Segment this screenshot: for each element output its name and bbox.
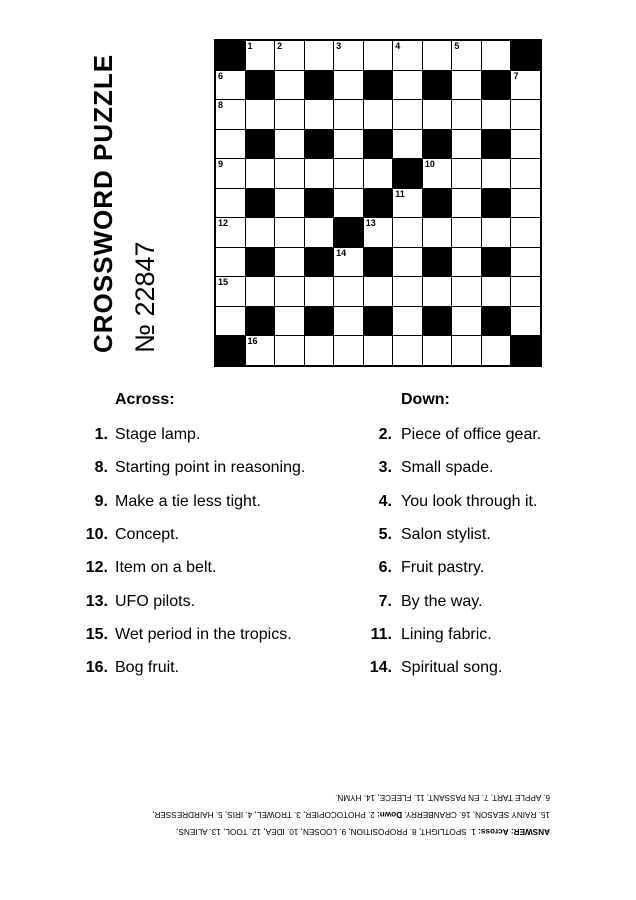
- answer-down-label: Down:: [377, 810, 403, 819]
- grid-cell[interactable]: [393, 248, 422, 277]
- grid-cell[interactable]: [482, 336, 511, 365]
- grid-cell[interactable]: [393, 218, 422, 247]
- answer-text: 1. SPOTLIGHT, 8. PROPOSITION, 9. LOOSEN, 10. IDEA, 12. TOOL, 13. ALIENS,: [176, 827, 476, 836]
- clue-number: 14.: [369, 659, 392, 677]
- clue-text: Starting point in reasoning.: [115, 459, 306, 477]
- grid-cell[interactable]: [334, 277, 363, 306]
- clue-text: Make a tie less tight.: [115, 492, 261, 510]
- grid-cell[interactable]: [452, 248, 481, 277]
- grid-cell-black: [364, 189, 393, 218]
- grid-cell[interactable]: [246, 277, 275, 306]
- grid-cell[interactable]: [452, 100, 481, 129]
- grid-cell[interactable]: [246, 159, 275, 188]
- grid-cell-black: [246, 307, 275, 336]
- grid-cell[interactable]: [452, 41, 481, 70]
- grid-cell[interactable]: [334, 248, 363, 277]
- grid-cell-black: [305, 189, 334, 218]
- cell-number: 15: [218, 277, 229, 288]
- grid-cell[interactable]: [334, 130, 363, 159]
- clue-text: You look through it.: [401, 492, 538, 510]
- grid-cell[interactable]: [393, 277, 422, 306]
- grid-cell[interactable]: [452, 130, 481, 159]
- grid-cell[interactable]: [305, 159, 334, 188]
- clue-text: Spiritual song.: [401, 659, 503, 677]
- across-heading: Across:: [115, 391, 175, 408]
- grid-cell[interactable]: [216, 307, 245, 336]
- grid-cell-black: [305, 307, 334, 336]
- grid-cell-black: [364, 71, 393, 100]
- grid-cell-black: [482, 248, 511, 277]
- grid-cell[interactable]: [393, 336, 422, 365]
- grid-cell[interactable]: [364, 100, 393, 129]
- down-heading: Down:: [401, 391, 450, 408]
- grid-cell[interactable]: [511, 100, 540, 129]
- grid-cell[interactable]: [305, 41, 334, 70]
- grid-cell-black: [305, 248, 334, 277]
- grid-cell-black: [423, 71, 452, 100]
- grid-cell-black: [511, 336, 540, 365]
- answer-text: 6. APPLE TART, 7. EN PASSANT, 11. FLEECE, 14. HYMN.: [335, 793, 550, 802]
- grid-cell[interactable]: [482, 277, 511, 306]
- grid-cell[interactable]: [482, 41, 511, 70]
- clue-number: 8.: [94, 459, 108, 477]
- grid-cell[interactable]: [423, 100, 452, 129]
- clue-text: Wet period in the tropics.: [115, 625, 292, 643]
- grid-cell[interactable]: [393, 71, 422, 100]
- grid-cell[interactable]: [364, 159, 393, 188]
- grid-cell[interactable]: [393, 130, 422, 159]
- grid-cell[interactable]: [511, 218, 540, 247]
- cell-number: 7: [513, 70, 519, 81]
- clue-text: Small spade.: [401, 459, 494, 477]
- clue-text: Concept.: [115, 525, 180, 543]
- grid-cell[interactable]: [423, 41, 452, 70]
- cell-number: 10: [424, 159, 435, 170]
- grid-cell-black: [423, 189, 452, 218]
- grid-cell[interactable]: [511, 277, 540, 306]
- grid-cell[interactable]: [216, 189, 245, 218]
- grid-cell-black: [246, 189, 275, 218]
- grid-cell[interactable]: [275, 277, 304, 306]
- cell-number: 2: [277, 41, 283, 51]
- cell-number: 4: [395, 41, 401, 51]
- grid-cell[interactable]: [364, 41, 393, 70]
- clue-text: Lining fabric.: [401, 625, 492, 643]
- grid-cell[interactable]: [275, 159, 304, 188]
- clue-text: Fruit pastry.: [401, 559, 485, 577]
- grid-cell[interactable]: [452, 159, 481, 188]
- clue-number: 4.: [378, 492, 392, 510]
- grid-cell[interactable]: [452, 307, 481, 336]
- cell-number: 8: [218, 100, 224, 111]
- answer-text: 2. PHOTOCOPIER, 3. TROWEL, 4. IRIS, 5. HAIRDRESSER,: [152, 810, 375, 819]
- grid-cell[interactable]: [511, 248, 540, 277]
- grid-cell[interactable]: [364, 218, 393, 247]
- grid-cell-black: [305, 71, 334, 100]
- answer-line-3: [80, 789, 550, 806]
- clue-text: Item on a belt.: [115, 559, 217, 577]
- answer-line-1: [80, 823, 550, 840]
- grid-cell-black: [482, 189, 511, 218]
- answer-line-2: [80, 806, 550, 823]
- grid-cell[interactable]: [246, 336, 275, 365]
- cell-number: 16: [247, 336, 258, 347]
- grid-cell[interactable]: [482, 218, 511, 247]
- grid-cell[interactable]: [334, 159, 363, 188]
- clue-number: 7.: [378, 592, 392, 610]
- grid-cell-black: [305, 130, 334, 159]
- grid-cell[interactable]: [452, 218, 481, 247]
- grid-cell[interactable]: [216, 130, 245, 159]
- grid-cell-black: [423, 130, 452, 159]
- grid-cell-black: [246, 130, 275, 159]
- clue-number: 1.: [94, 426, 108, 443]
- clue-text: Salon stylist.: [401, 525, 491, 543]
- grid-cell-black: [423, 307, 452, 336]
- cell-number: 1: [247, 41, 253, 51]
- grid-cell[interactable]: [423, 159, 452, 188]
- grid-cell[interactable]: [334, 189, 363, 218]
- grid-cell-black: [482, 71, 511, 100]
- grid-cell[interactable]: [305, 100, 334, 129]
- clue-number: 10.: [85, 525, 108, 543]
- clue-text: By the way.: [401, 592, 483, 610]
- clue-text: Piece of office gear.: [401, 426, 542, 443]
- grid-cell[interactable]: [246, 218, 275, 247]
- grid-cell[interactable]: [482, 159, 511, 188]
- grid-cell-black: [423, 248, 452, 277]
- grid-cell[interactable]: [246, 100, 275, 129]
- clue-number: 11.: [370, 625, 392, 643]
- grid-cell-black: [393, 159, 422, 188]
- clue-number: 12.: [85, 559, 108, 577]
- puzzle-title: CROSSWORD PUZZLE: [88, 53, 118, 353]
- grid-cell[interactable]: [334, 71, 363, 100]
- grid-cell[interactable]: [423, 336, 452, 365]
- crossword-grid: [214, 39, 542, 367]
- grid-cell[interactable]: [275, 100, 304, 129]
- grid-cell[interactable]: [511, 71, 540, 100]
- grid-cell[interactable]: [305, 277, 334, 306]
- grid-cell[interactable]: [275, 71, 304, 100]
- cell-number: 14: [336, 247, 347, 258]
- grid-cell[interactable]: [275, 189, 304, 218]
- clue-number: 5.: [378, 525, 392, 543]
- grid-cell-black: [246, 248, 275, 277]
- grid-cell[interactable]: [511, 159, 540, 188]
- grid-cell[interactable]: [305, 336, 334, 365]
- answer-label: ANSWER:: [510, 827, 550, 836]
- grid-cell[interactable]: [423, 218, 452, 247]
- grid-cell[interactable]: [334, 100, 363, 129]
- grid-cell[interactable]: [275, 248, 304, 277]
- clue-number: 13.: [85, 592, 108, 610]
- cell-number: 12: [218, 218, 229, 229]
- answer-key: [80, 780, 550, 840]
- answer-across-label: Across:: [478, 827, 509, 836]
- clue-number: 9.: [94, 492, 108, 510]
- grid-cell[interactable]: [275, 336, 304, 365]
- grid-cell[interactable]: [364, 336, 393, 365]
- grid-cell[interactable]: [393, 100, 422, 129]
- clue-text: Stage lamp.: [115, 426, 201, 443]
- clue-number: 2.: [378, 426, 392, 443]
- grid-cell[interactable]: [305, 218, 334, 247]
- grid-cell-black: [216, 41, 245, 70]
- grid-cell[interactable]: [275, 218, 304, 247]
- answer-text: 15. RAINY SEASON, 16. CRANBERRY.: [404, 810, 550, 819]
- clue-number: 16.: [85, 659, 108, 677]
- grid-cell-black: [364, 307, 393, 336]
- grid-cell[interactable]: [246, 41, 275, 70]
- grid-cell-black: [482, 130, 511, 159]
- grid-cell[interactable]: [275, 41, 304, 70]
- title-block: [86, 55, 176, 365]
- grid-cell[interactable]: [482, 100, 511, 129]
- grid-cell[interactable]: [452, 277, 481, 306]
- grid-cell-black: [216, 336, 245, 365]
- puzzle-number: № 22847: [130, 241, 160, 353]
- grid-cell-black: [511, 41, 540, 70]
- clue-text: Bog fruit.: [115, 659, 180, 677]
- grid-cell[interactable]: [216, 100, 245, 129]
- grid-cell-black: [482, 307, 511, 336]
- grid-cell[interactable]: [452, 189, 481, 218]
- grid-cell[interactable]: [423, 277, 452, 306]
- grid-cell-black: [246, 71, 275, 100]
- clue-number: 6.: [378, 559, 392, 577]
- grid-cell[interactable]: [511, 307, 540, 336]
- cell-number: 5: [454, 41, 460, 51]
- grid-cell[interactable]: [216, 71, 245, 100]
- grid-cell-black: [364, 248, 393, 277]
- grid-cell[interactable]: [511, 189, 540, 218]
- grid-cell[interactable]: [216, 277, 245, 306]
- cell-number: 6: [218, 70, 224, 81]
- grid-cell[interactable]: [393, 41, 422, 70]
- grid-cell[interactable]: [511, 130, 540, 159]
- grid-cell[interactable]: [393, 307, 422, 336]
- grid-cell[interactable]: [334, 336, 363, 365]
- grid-cell[interactable]: [393, 189, 422, 218]
- grid-cell[interactable]: [334, 307, 363, 336]
- grid-cell[interactable]: [216, 159, 245, 188]
- grid-cell[interactable]: [216, 218, 245, 247]
- grid-cell-black: [364, 130, 393, 159]
- grid-cell[interactable]: [334, 41, 363, 70]
- cell-number: 13: [365, 218, 376, 229]
- clue-number: 3.: [378, 459, 392, 477]
- cell-number: 3: [336, 41, 342, 51]
- cell-number: 9: [218, 159, 224, 170]
- grid-cell[interactable]: [275, 130, 304, 159]
- grid-cell[interactable]: [216, 248, 245, 277]
- grid-cell[interactable]: [275, 307, 304, 336]
- clue-text: UFO pilots.: [115, 592, 196, 610]
- cell-number: 11: [395, 188, 405, 199]
- grid-cell-black: [334, 218, 363, 247]
- grid-cell[interactable]: [452, 336, 481, 365]
- grid-cell[interactable]: [364, 277, 393, 306]
- grid-cell[interactable]: [452, 71, 481, 100]
- clue-number: 15.: [85, 625, 108, 643]
